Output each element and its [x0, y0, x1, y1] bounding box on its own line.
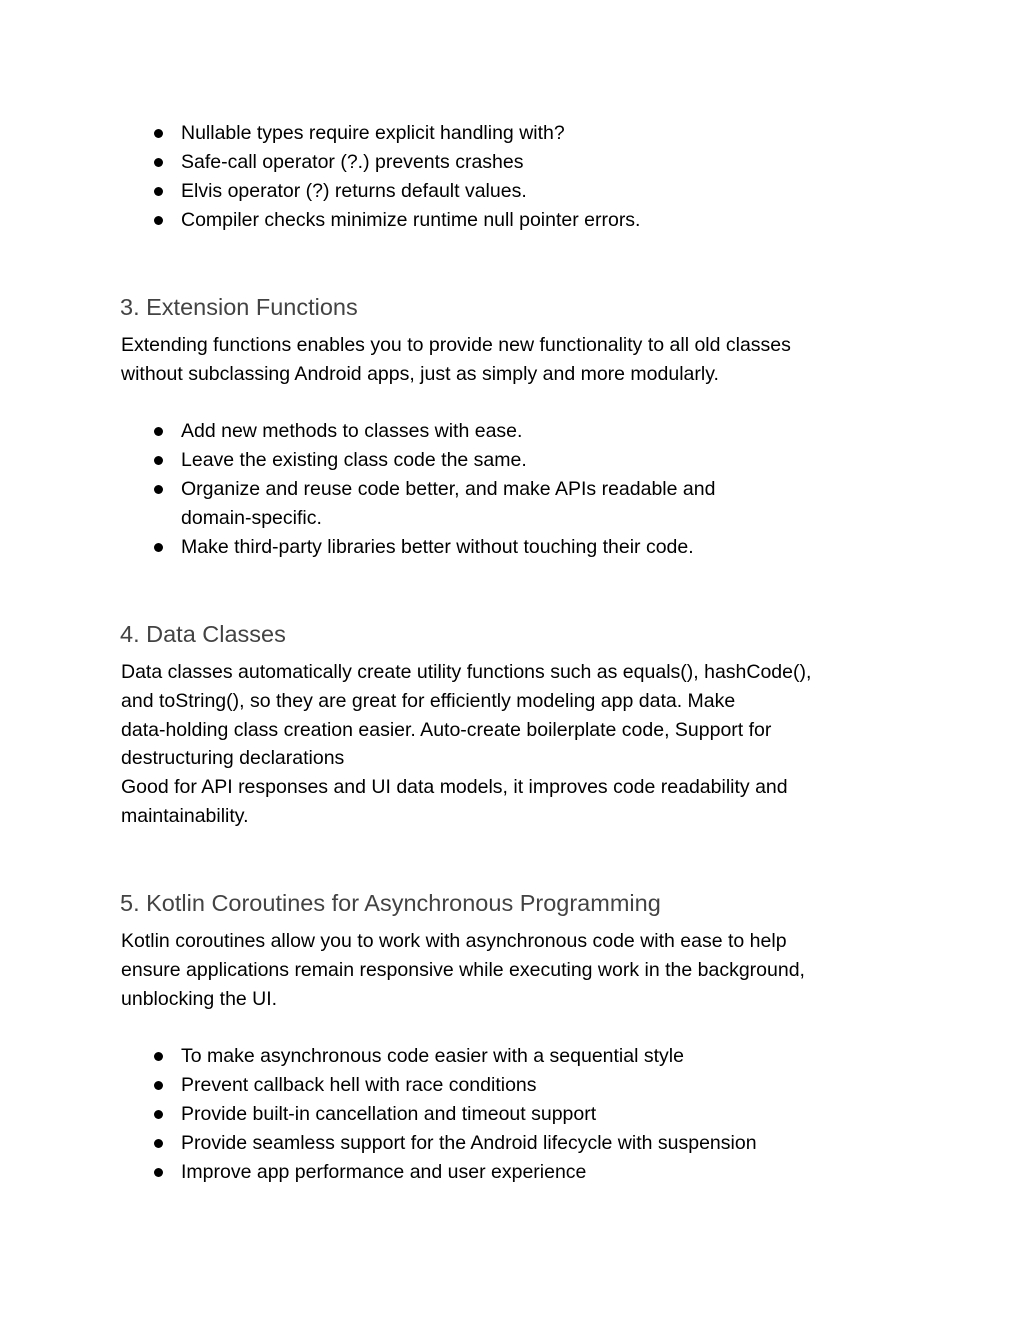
- list-item-text: Prevent callback hell with race conditions: [181, 1074, 537, 1096]
- bullet-icon: [154, 1052, 163, 1061]
- list-item: [0, 119, 1024, 148]
- list-item: [0, 475, 1024, 504]
- list-item-text: Improve app performance and user experience: [181, 1161, 587, 1183]
- paragraph-line: unblocking the UI.: [121, 988, 278, 1010]
- list-item: [0, 148, 1024, 177]
- list-item-text: Provide seamless support for the Android lifecycle with suspension: [181, 1132, 757, 1154]
- paragraph-line: Data classes automatically create utility functions such as equals(), hashCode(),: [121, 661, 812, 683]
- list-item: [0, 446, 1024, 475]
- bullet-icon: [154, 129, 163, 138]
- list-item-text: Provide built-in cancellation and timeout support: [181, 1103, 597, 1125]
- paragraph-line: data-holding class creation easier. Auto-create boilerplate code, Support for: [121, 719, 772, 741]
- list-item-text: Make third-party libraries better without touching their code.: [181, 536, 694, 558]
- paragraph-line: and toString(), so they are great for efficiently modeling app data. Make: [121, 690, 736, 712]
- bullet-icon: [154, 543, 163, 552]
- list-item-text: Nullable types require explicit handling with?: [181, 122, 565, 144]
- bullet-icon: [154, 485, 163, 494]
- list-item: [0, 1158, 1024, 1187]
- bullet-icon: [154, 1110, 163, 1119]
- bullet-icon: [154, 158, 163, 167]
- list-item-text: Safe-call operator (?.) prevents crashes: [181, 151, 524, 173]
- list-item-text: Leave the existing class code the same.: [181, 449, 527, 471]
- section-heading: 4. Data Classes: [120, 621, 286, 647]
- list-item: [0, 206, 1024, 235]
- section-heading: 5. Kotlin Coroutines for Asynchronous Programming: [120, 890, 661, 916]
- bullet-icon: [154, 187, 163, 196]
- bullet-icon: [154, 1139, 163, 1148]
- list-item-text: Add new methods to classes with ease.: [181, 420, 523, 442]
- bullet-icon: [154, 427, 163, 436]
- list-item: [0, 1042, 1024, 1071]
- list-item-text: Organize and reuse code better, and make APIs readable and: [181, 478, 716, 500]
- bullet-icon: [154, 456, 163, 465]
- paragraph-line: Extending functions enables you to provide new functionality to all old classes: [121, 334, 791, 356]
- paragraph-line: Good for API responses and UI data models, it improves code readability and: [121, 776, 788, 798]
- paragraph-line: Kotlin coroutines allow you to work with asynchronous code with ease to help: [121, 930, 787, 952]
- list-item: [0, 417, 1024, 446]
- list-item-text: Compiler checks minimize runtime null pointer errors.: [181, 209, 641, 231]
- section-heading: 3. Extension Functions: [120, 294, 358, 320]
- list-item-text: To make asynchronous code easier with a sequential style: [181, 1045, 684, 1067]
- list-item: [0, 1100, 1024, 1129]
- list-item: [0, 1129, 1024, 1158]
- bullet-icon: [154, 1168, 163, 1177]
- list-item-text-continuation: domain-specific.: [181, 507, 322, 529]
- paragraph-line: ensure applications remain responsive while executing work in the background,: [121, 959, 805, 981]
- paragraph-line: maintainability.: [121, 805, 249, 827]
- list-item: [0, 533, 1024, 562]
- bullet-icon: [154, 1081, 163, 1090]
- paragraph-line: destructuring declarations: [121, 747, 345, 769]
- bullet-icon: [154, 216, 163, 225]
- list-item: [0, 1071, 1024, 1100]
- paragraph-line: without subclassing Android apps, just as simply and more modularly.: [121, 363, 719, 385]
- list-item-text: Elvis operator (?) returns default values.: [181, 180, 527, 202]
- list-item: [0, 177, 1024, 206]
